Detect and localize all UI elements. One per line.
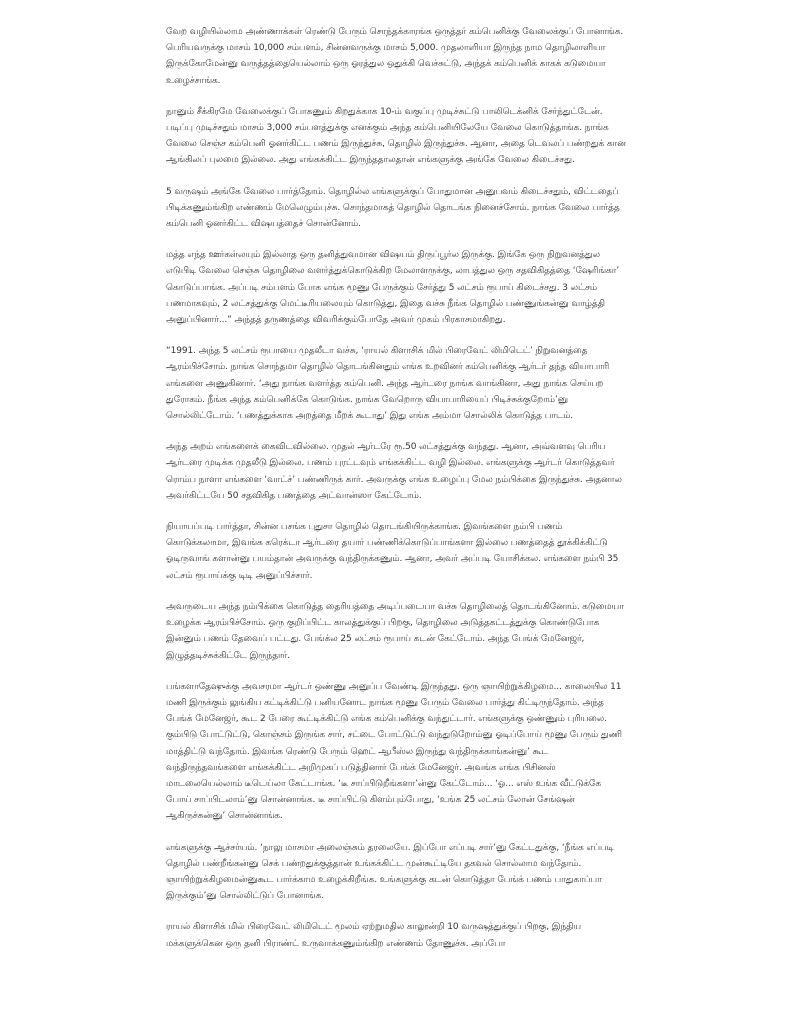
article-paragraph: அந்த அறம் எங்களைக் கைவிடவில்லை. முதல் ஆர்டரே ரூ.50 லட்சத்துக்கு வந்தது. ஆனா, அவ்வளவு பெரிய ஆர்டரை முடிக்க முதலீடு இல்லை. பணம் புரட்டவும் எங்கக்கிட்ட வழி இல்லை. எங்களுக்கு ஆர்டர் கொடுத்தவர் ரொம்ப நாளா எங்களை ‘வாட்ச்’ பண்ணிருக் கார். அவருக்கு எங்க உழைப்பு மேல நம்பிக்கை இருந்துச்சு. அதனால அவர்கிட்டயே 50 சதவிகித பணத்தை அட்வான்ஸா கேட்டோம். [166,442,622,501]
article-paragraph: நியாயப்படி பார்த்தா, சின்ன பசங்க புதுசா தொழில் தொடங்கியிருக்காங்க. இவங்களை நம்பி பணம் கொடுக்கலாமா, இவங்க கரெக்டா ஆர்டரை தயார் பண்ணிக்கொடுப்பாங்களா இல்லை பணத்தைத் தூக்கிக்கிட்டு ஓடிருவாங் களான்னு பயம்தான் அவருக்கு வந்திருக்கணும். ஆனா, அவர் அப்படி யோசிக்கல. எங்களை நம்பி 35 லட்சம் ரூபாய்க்கு டிடி அனுப்பிச்சார். [166,522,619,581]
article-paragraph: அவருடைய அந்த நம்பிக்கை கொடுத்த தைரியத்தை அடிப்படையா வச்சு தொழிலைத் தொடங்கினோம். கடுமையா உழைக்க ஆரம்பிச்சோம். ஒரு குறிப்பிட்ட காலத்துக்குப் பிறகு, தொழிலை அடுத்தகட்டத்துக்கு கொண்டுபோக இன்னும் பணம் தேவைப் பட்டது. பேங்க்ல 25 லட்சம் ரூபாய் கடன் கேட்டோம். அந்த பேங்க் மேனேஜர், இழுத்தடிச்சுக்கிட்டே இருந்தார். [166,601,624,661]
article-paragraph: 5 வருஷம் அங்கே வேலை பார்த்தோம். தொழில்ல எங்களுக்குப் போதுமான அனுபவம் கிடைச்சதும், விட்டதைப் பிடிக்கணும்ங்கிற எண்ணம் மேலெழும்புச்சு. சொந்தமாகத் தொழில் தொடங்க நினைச்சோம். நாங்க வேலை பார்த்த கம்பெனி ஓனர்கிட்ட விஷயத்தைச் சொன்னோம். [166,186,620,230]
article-paragraph: வேற வழியில்லாம அண்ணாக்கள் ரெண்டு பேரும் சொந்தக்காரங்க ஒருத்தர் கம்பெனிக்கு வேலைக்குப் போனாங்க. பெரியவருக்கு மாசம் 10,000 சம்பளம், சின்னவருக்கு மாசம் 5,000. முதலாளியா இருந்த நாம தொழிலாளியா இருக்கோமேன்னு வருத்தத்தையெல்லாம் ஒரு ஓரத்துல ஒதுக்கி வெச்சுட்டு, அந்தக் கம்பெனிக் காகக் கடுமையா உழைச்சாங்க. [166,27,624,86]
article-paragraph: மத்த எந்த ஊர்கள்லயும் இல்லாத ஒரு தனித்துவமான விஷயம் திருப்பூர்ல இருக்கு. இங்கே ஒரு நிறுவனத்துல எடுபிடி வேலை செஞ்சு தொழிலை வளர்த்துக்கொடுக்கிற மேலாளருக்கு, லாபத்துல ஒரு சதவிகிதத்தை ‘ஷேரிங்கா’ கொடுப்பாங்க. அப்படி சம்பளம் போக எங்க மூணு பேருக்கும் சேர்த்து 5 லட்சம் ரூபாய் கிடைச்சது. 3 லட்சம் பணமாகவும், 2 லட்சத்துக்கு மெட்டீரியலையும் கொடுத்து, இதை வச்சு நீங்க தொழில் பண்ணுங்கன்னு வாழ்த்தி அனுப்பினார்...” அந்தத் தருணத்தை விவரிக்கும்போதே அவர் முகம் பிரகாசமாகிறது. [166,250,620,326]
article-paragraph: எங்களுக்கு ஆச்சர்யம். ‘நாலு மாசமா அலைஞ்சும் தரலையே. இப்போ எப்படி சார்’னு கேட்டதுக்கு, ‘நீங்க எப்படி தொழில் பண்றீங்கன்னு செக் பண்றதுக்குத்தான் உங்கக்கிட்ட முன்கூட்டியே தகவல் சொல்லாம வந்தோம். ஞாயிற்றுக்கிழமைன்னுகூட பார்க்காம உழைக்கிறீங்க. உங்களுக்கு கடன் கொடுத்தா பேங்க் பணம் பாதுகாப்பா இருக்கும்’னு சொல்லிட்டுப் போனாங்க. [166,842,614,902]
article-paragraph: “1991. அந்த 5 லட்சம் ரூபாயை முதலீடா வச்சு, ‘ராயல் கிளாசிக் மில் பிரைவேட் லிமிடெட்’ நிறுவனத்தை ஆரம்பிச்சோம். நாங்க சொந்தமா தொழில் தொடங்கினதும் எங்க உறவினர் கம்பெனிக்கு ஆர்டர் தந்த வியாபாரி எங்களை அணுகினார். ‘அது நாங்க வளர்த்த கம்பெனி. அந்த ஆர்டரை நாங்க வாங்கினா, அது நாங்க செய்யற துரோகம். நீங்க அந்த கம்பெனிக்கே கொடுங்க. நாங்க வேறொரு வியாபாரியைப் பிடிச்சுக்குறோம்’னு சொல்லிட்டோம். ‘பணத்துக்காக அறத்தை மீறக் கூடாது’ இது எங்க அம்மா சொல்லிக் கொடுத்த பாடம். [166,346,610,422]
article-paragraph: பங்களாதேஷுக்கு அவசரமா ஆர்டர் ஒண்ணு அனுப்ப வேண்டி இருந்தது. ஒரு ஞாயிற்றுக்கிழமை... காலையில 11 மணி இருக்கும் லுங்கிய கட்டிக்கிட்டு பனியனோட நாங்க மூணு பேரும் வேலை பார்த்து கிட்டிருந்தோம். அந்த பேங்க் மேனேஜர், கூட 2 பேரை கூட்டிக்கிட்டு எங்க கம்பெனிக்கு வந்துட்டார். எங்களுக்கு ஒண்ணும் புரியலை. கும்பிடு போட்டுட்டு, கொஞ்சம் இருங்க சார், சட்டை போட்டுட்டு வந்துடுறோம்னு ஓடிப்போய் மூணு பேரும் துணி மாத்திட்டு வந்தோம். இவங்க ரெண்டு பேரும் ஹெட் ஆபீஸ்ல இருந்து வந்திருக்காங்கன்னு’ கூட வந்திருந்தவங்களை எங்கக்கிட்ட அறிமுகப் படுத்தினார் பேங்க் மேனேஜர். அவங்க எங்க பிசினஸ் மாடலையெல்லாம் டீடெய்லா கேட்டாங்க. ‘டீ சாப்பிடுறீங்களா’ன்னு கேட்டோம்... ‘ஓ... எஸ் உங்க வீட்டுக்கே போய் சாப்பிடலாம்’னு சொன்னாங்க. டீ சாப்பிட்டு கிளம்பும்போது, ‘உங்க 25 லட்சம் லோன் சேங்ஷன் ஆகிருச்சுன்னு’ சொன்னாங்க. [166,681,622,822]
article-paragraph: நானும் சீக்கிரமே வேலைக்குப் போகணும் கிறதுக்காக 10-ம் வகுப்பு முடிச்சுட்டு பாலிடெக்னிக் சேர்ந்துட்டேன். படிப்பு முடிச்சதும் மாசம் 3,000 சம்பளத்துக்கு எனக்கும் அந்த கம்பெனியிலேயே வேலை கொடுத்தாங்க. நாங்க வேலை செஞ்ச கம்பெனி ஓனர்கிட்ட பணம் இருந்துச்சு, தொழில் இருந்துச்சு. ஆனா, அதை டெவலப் பண்றதுக் கான ஆங்கிலப் புலமை இல்லை. அது எங்கக்கிட்ட இருந்ததாலதான் எங்களுக்கு அங்கே வேலை கிடைச்சது. [166,106,626,166]
article-paragraph: ராயல் கிளாசிக் மில் பிரைவேட் லிமிடெட் மூலம் ஏற்றுமதில காலூன்றி 10 வருஷத்துக்குப் பிறகு, இந்திய மக்களுக்கென ஒரு தனி பிராண்ட் உருவாக்கணும்ங்கிற எண்ணம் தோணுச்சு. அப்போ [166,922,582,949]
article-body [166,24,628,952]
